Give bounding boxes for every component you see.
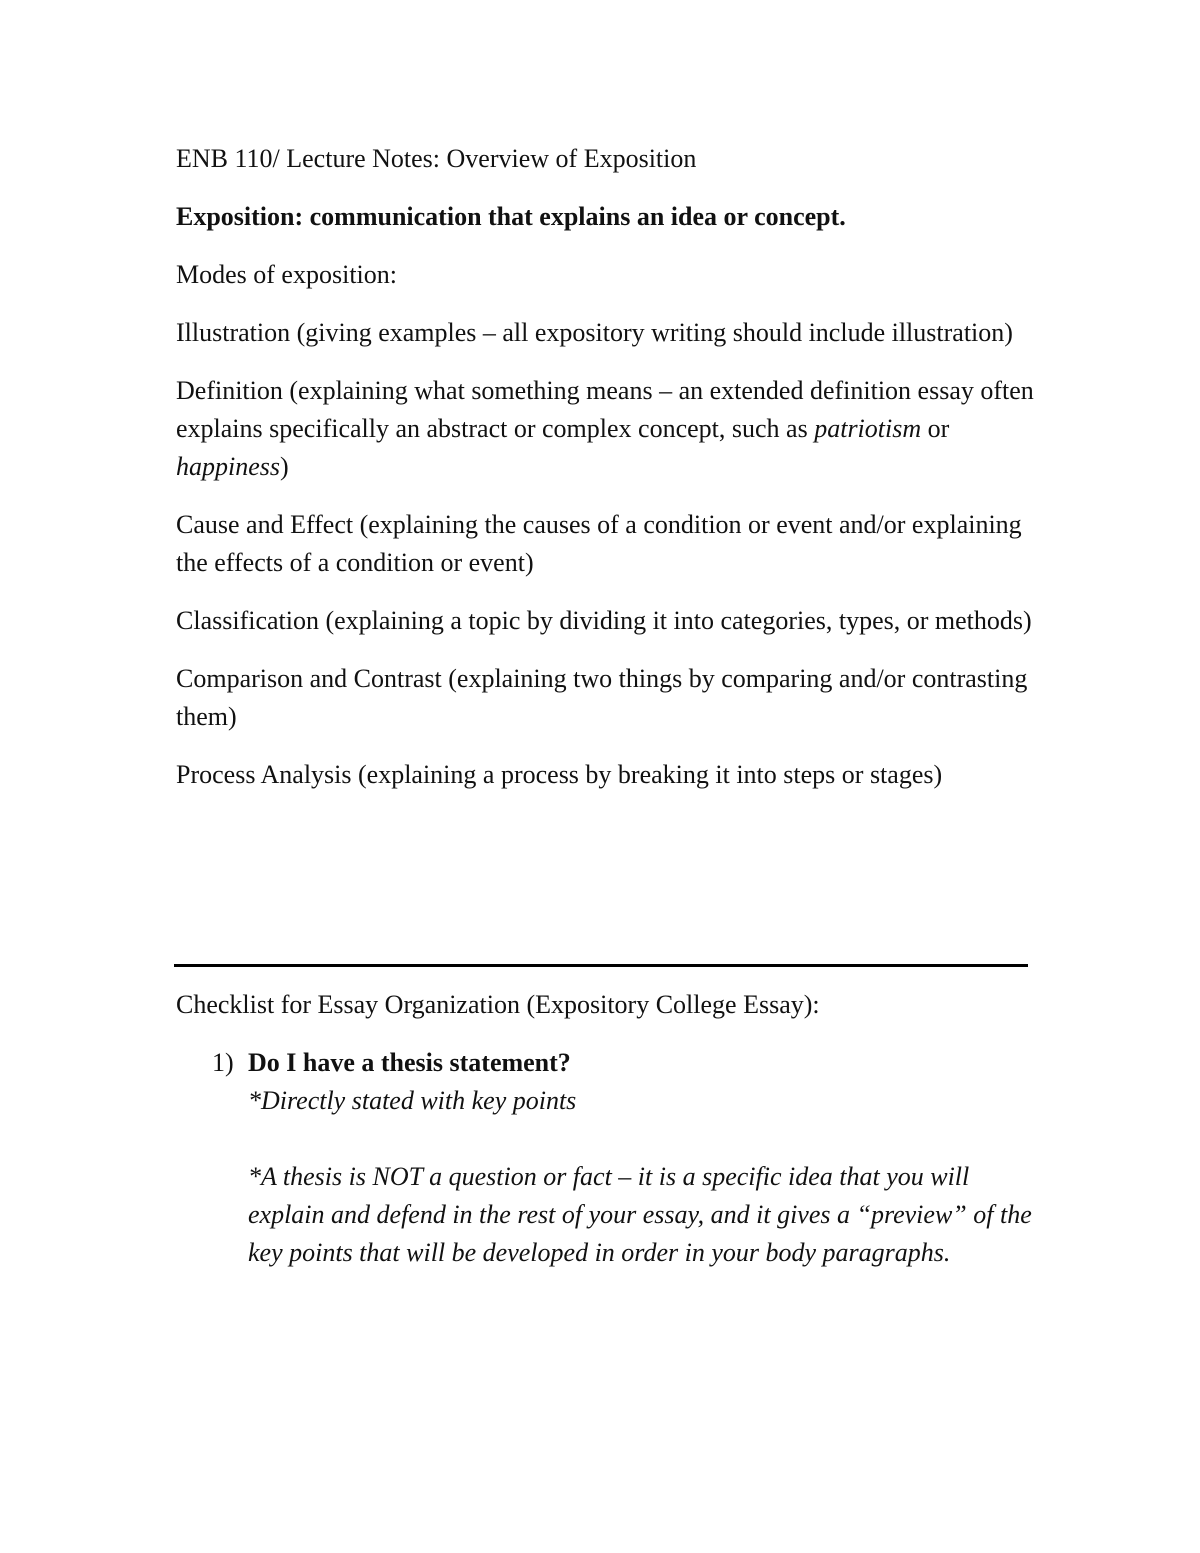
mode-definition-close: ) bbox=[280, 452, 289, 481]
lecture-notes-body bbox=[176, 140, 1036, 814]
mode-process-analysis: Process Analysis (explaining a process by breaking it into steps or stages) bbox=[176, 760, 943, 789]
checklist-item-question: Do I have a thesis statement? bbox=[248, 1048, 571, 1077]
checklist-item-body bbox=[248, 1044, 1036, 1272]
mode-illustration: Illustration (giving examples – all expository writing should include illustration) bbox=[176, 318, 1013, 347]
checklist-item-note-thesis-explanation: *A thesis is NOT a question or fact – it is a specific idea that you will explain and defend in the rest of your essay, and it gives a “preview” of the key points that will be developed in order in your body paragraphs. bbox=[248, 1162, 1032, 1267]
modes-heading: Modes of exposition: bbox=[176, 260, 397, 289]
document-title: ENB 110/ Lecture Notes: Overview of Exposition bbox=[176, 144, 697, 173]
mode-classification: Classification (explaining a topic by dividing it into categories, types, or methods) bbox=[176, 606, 1032, 635]
mode-definition bbox=[176, 372, 1036, 486]
spacer bbox=[248, 1120, 1036, 1158]
mode-cause-effect: Cause and Effect (explaining the causes of a condition or event and/or explaining the effects of a condition or event) bbox=[176, 510, 1022, 577]
section-divider bbox=[174, 964, 1028, 967]
checklist-item-note-key-points: *Directly stated with key points bbox=[248, 1086, 577, 1115]
mode-definition-connector: or bbox=[921, 414, 950, 443]
checklist-item-number: 1) bbox=[212, 1048, 234, 1077]
mode-comparison-contrast: Comparison and Contrast (explaining two things by comparing and/or contrasting them) bbox=[176, 664, 1028, 731]
mode-definition-example-patriotism: patriotism bbox=[814, 414, 922, 443]
essay-checklist bbox=[176, 986, 1036, 1272]
mode-definition-text: Definition (explaining what something means – an extended definition essay often explains specifically an abstract or complex concept, such as bbox=[176, 376, 1034, 443]
exposition-definition: Exposition: communication that explains an idea or concept. bbox=[176, 202, 846, 231]
mode-definition-example-happiness: happiness bbox=[176, 452, 280, 481]
checklist-item-thesis bbox=[176, 1044, 1036, 1272]
checklist-heading: Checklist for Essay Organization (Expository College Essay): bbox=[176, 990, 820, 1019]
